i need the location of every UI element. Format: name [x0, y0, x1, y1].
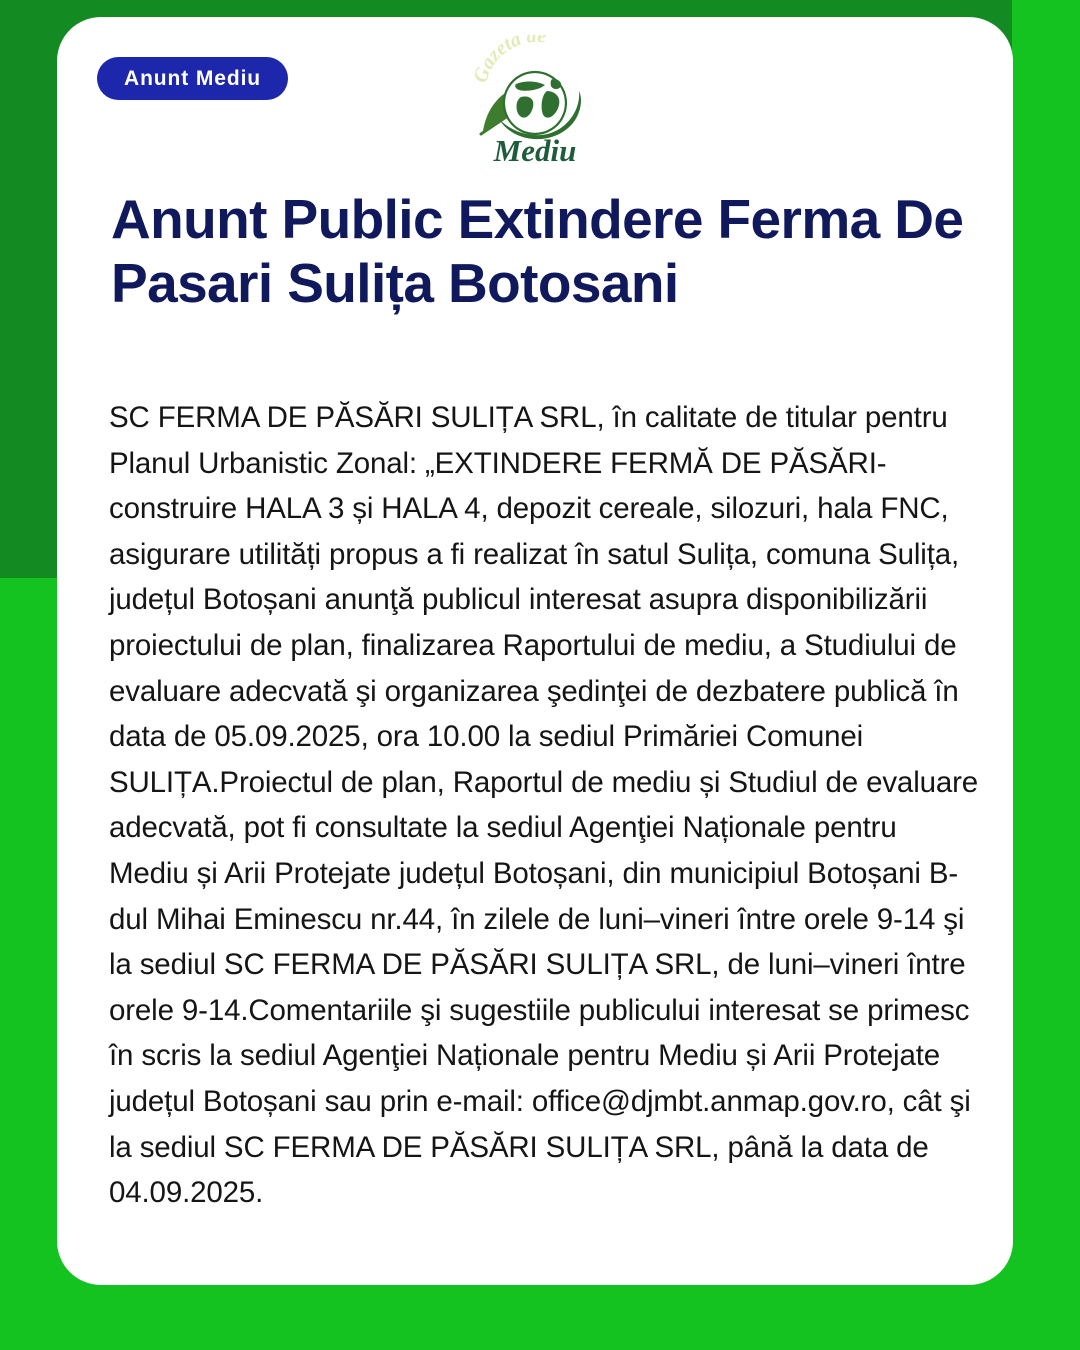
page-title: Anunt Public Extindere Ferma De Pasari Sulița Botosani: [111, 188, 964, 315]
gazeta-de-mediu-logo: [469, 35, 601, 167]
logo-text-bottom: [601, 35, 602, 36]
announcement-card: [57, 17, 1013, 1285]
category-badge[interactable]: [97, 57, 288, 100]
announcement-body-text: SC FERMA DE PĂSĂRI SULIȚA SRL, în calitate de titular pentru Planul Urbanistic Zonal: „EXTINDERE FERMĂ DE PĂSĂRI-construire HALA 3 și HALA 4, depozit cereale, silozuri, hala FNC, asigurare utilități propus a fi realizat în satul Sulița, comuna Sulița, județul Botoșani anunţă publicul interesat asupra disponibilizării proiectului de plan, finalizarea Raportului de mediu, a Studiului de evaluare adecvată şi organizarea şedinţei de dezbatere publică în data de 05.09.2025, ora 10.00 la sediul Primăriei Comunei SULIȚA.Proiectul de plan, Raportul de mediu și Studiul de evaluare adecvată, pot fi consultate la sediul Agenţiei Naționale pentru Mediu și Arii Protejate județul Botoșani, din municipiul Botoșani B-dul Mihai Eminescu nr.44, în zilele de luni–vineri între orele 9-14 şi la sediul SC FERMA DE PĂSĂRI SULIȚA SRL, de luni–vineri între orele 9-14.Comentariile şi sugestiile publicului interesat se primesc în scris la sediul Agenţiei Naționale pentru Mediu și Arii Protejate județul Botoșani sau prin e-mail: office@djmbt.anmap.gov.ro, cât şi la sediul SC FERMA DE PĂSĂRI SULIȚA SRL, până la data de 04.09.2025.: [109, 401, 979, 1210]
card-header: [57, 17, 1013, 165]
svg-text:Mediu: Mediu: [493, 133, 577, 167]
svg-text:Gazeta de: Gazeta de: [469, 35, 548, 86]
logo-text-top: [601, 35, 602, 36]
category-badge-label: Anunt Mediu: [124, 66, 262, 90]
